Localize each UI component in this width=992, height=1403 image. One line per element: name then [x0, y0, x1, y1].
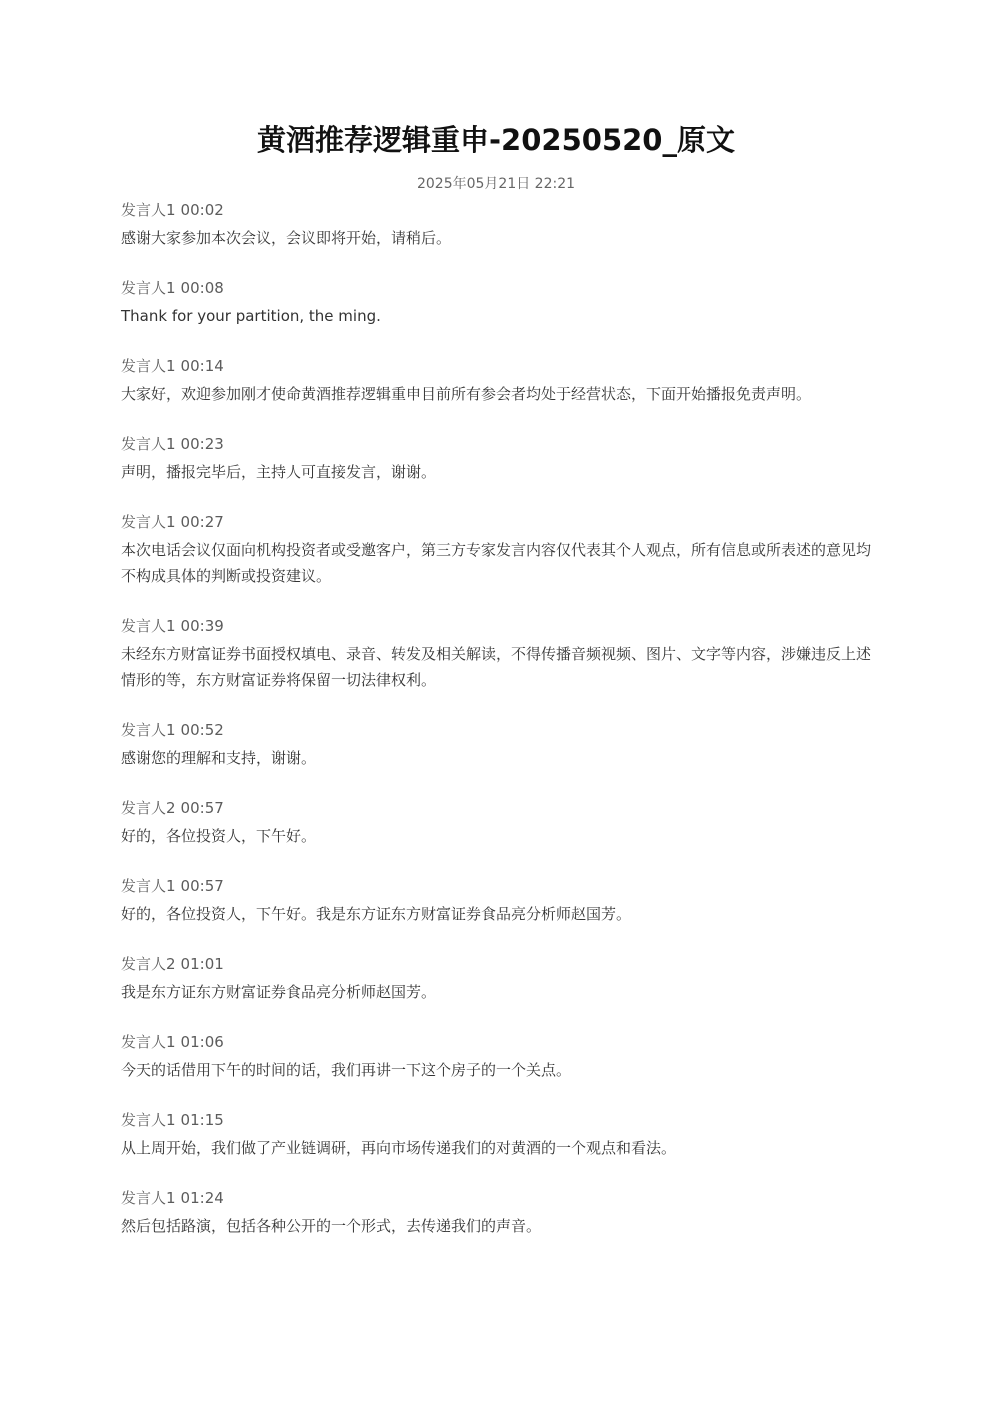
utterance-text: 感谢大家参加本次会议，会议即将开始，请稍后。 — [121, 229, 452, 247]
utterance-text: 然后包括路演，包括各种公开的一个形式，去传递我们的声音。 — [121, 1217, 542, 1235]
speaker-line — [121, 355, 873, 377]
transcript-entry — [121, 511, 873, 589]
speaker-name: 发言人1 — [121, 513, 176, 531]
speaker-line — [121, 1109, 873, 1131]
speaker-line — [121, 1187, 873, 1209]
transcript-entry — [121, 953, 873, 1005]
transcript-entry — [121, 355, 873, 407]
speaker-name: 发言人1 — [121, 201, 176, 219]
timestamp: 00:52 — [180, 721, 224, 739]
speaker-name: 发言人1 — [121, 1189, 176, 1207]
transcript-entry — [121, 199, 873, 251]
speaker-line — [121, 719, 873, 741]
document-title: 黄酒推荐逻辑重申-20250520_原文 — [257, 123, 735, 157]
speaker-name: 发言人1 — [121, 721, 176, 739]
utterance-text: 感谢您的理解和支持，谢谢。 — [121, 749, 317, 767]
speaker-name: 发言人2 — [121, 799, 176, 817]
speaker-line — [121, 199, 873, 221]
transcript-entry — [121, 1031, 873, 1083]
utterance-text: 我是东方证东方财富证券食品亮分析师赵国芳。 — [121, 983, 437, 1001]
transcript-entry — [121, 615, 873, 693]
timestamp: 00:23 — [180, 435, 224, 453]
speaker-line — [121, 433, 873, 455]
transcript-entry — [121, 277, 873, 329]
transcript-entry — [121, 433, 873, 485]
timestamp: 00:39 — [180, 617, 224, 635]
speaker-name: 发言人1 — [121, 877, 176, 895]
transcript — [121, 199, 873, 1265]
speaker-line — [121, 953, 873, 975]
speaker-line — [121, 615, 873, 637]
speaker-name: 发言人1 — [121, 357, 176, 375]
speaker-line — [121, 1031, 873, 1053]
transcript-entry — [121, 797, 873, 849]
timestamp: 01:24 — [180, 1189, 224, 1207]
speaker-name: 发言人1 — [121, 435, 176, 453]
utterance-text: 未经东方财富证券书面授权填电、录音、转发及相关解读，不得传播音频视频、图片、文字等内容，涉嫌违反上述情形的等，东方财富证券将保留一切法律权利。 — [121, 645, 872, 689]
timestamp: 00:57 — [180, 799, 224, 817]
utterance-text: 今天的话借用下午的时间的话，我们再讲一下这个房子的一个关点。 — [121, 1061, 572, 1079]
timestamp: 00:27 — [180, 513, 224, 531]
utterance-text: 好的，各位投资人，下午好。我是东方证东方财富证券食品亮分析师赵国芳。 — [121, 905, 632, 923]
speaker-line — [121, 875, 873, 897]
utterance-text: 好的，各位投资人，下午好。 — [121, 827, 317, 845]
utterance-text: 本次电话会议仅面向机构投资者或受邀客户，第三方专家发言内容仅代表其个人观点，所有信息或所表述的意见均不构成具体的判断或投资建议。 — [121, 541, 872, 585]
utterance-text: 声明，播报完毕后，主持人可直接发言，谢谢。 — [121, 463, 437, 481]
speaker-name: 发言人2 — [121, 955, 176, 973]
speaker-name: 发言人1 — [121, 1111, 176, 1129]
utterance-text: 从上周开始，我们做了产业链调研，再向市场传递我们的对黄酒的一个观点和看法。 — [121, 1139, 677, 1157]
speaker-line — [121, 511, 873, 533]
timestamp: 00:08 — [180, 279, 224, 297]
timestamp: 00:14 — [180, 357, 224, 375]
speaker-name: 发言人1 — [121, 617, 176, 635]
transcript-entry — [121, 1109, 873, 1161]
timestamp: 00:02 — [180, 201, 224, 219]
utterance-text: 大家好，欢迎参加刚才使命黄酒推荐逻辑重申目前所有参会者均处于经营状态，下面开始播报免责声明。 — [121, 385, 812, 403]
timestamp: 01:06 — [180, 1033, 224, 1051]
utterance-text: Thank for your partition, the ming. — [121, 307, 381, 325]
timestamp: 01:01 — [180, 955, 224, 973]
timestamp: 00:57 — [180, 877, 224, 895]
speaker-name: 发言人1 — [121, 1033, 176, 1051]
speaker-name: 发言人1 — [121, 279, 176, 297]
speaker-line — [121, 797, 873, 819]
transcript-entry — [121, 719, 873, 771]
timestamp: 01:15 — [180, 1111, 224, 1129]
speaker-line — [121, 277, 873, 299]
transcript-entry — [121, 1187, 873, 1239]
transcript-entry — [121, 875, 873, 927]
document-datetime: 2025年05月21日 22:21 — [416, 176, 576, 192]
